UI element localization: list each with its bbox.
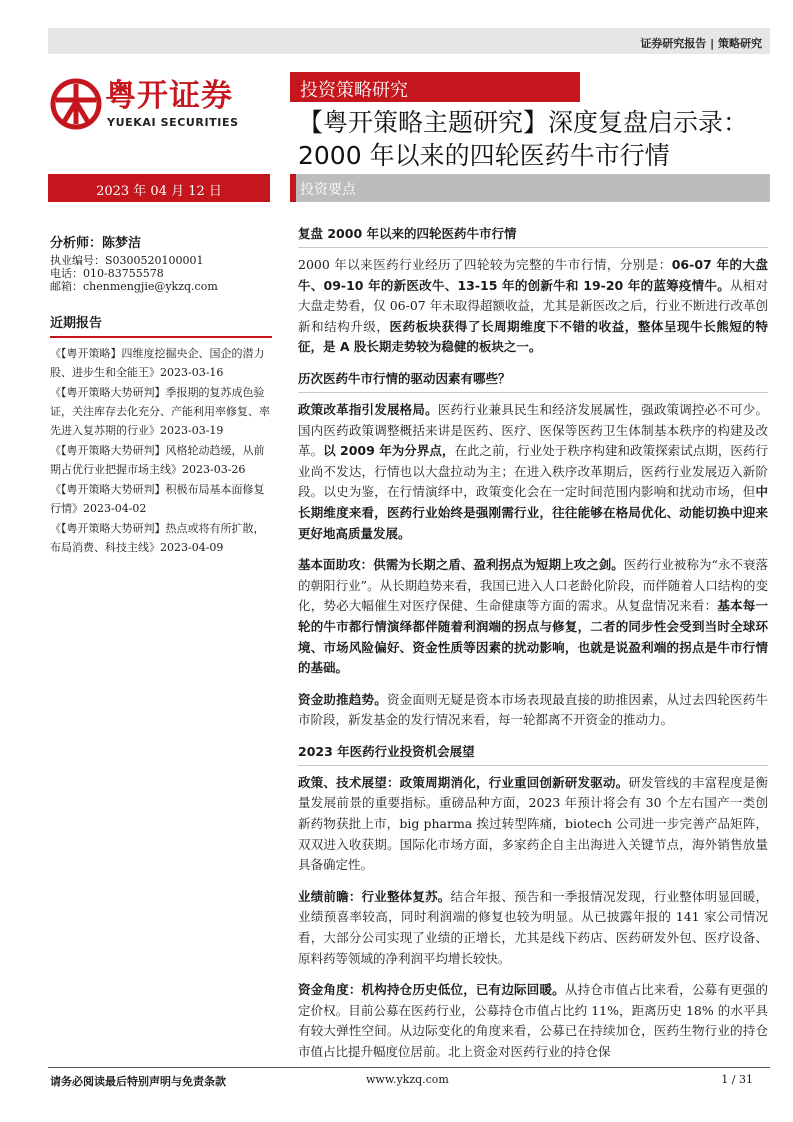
emphasis-text: 政策改革指引发展格局。: [298, 401, 438, 417]
recent-report-item[interactable]: 《【粤开策略大势研判】季报期的复苏成色验证，关注库存去化充分、产能利用率修复、率先进入复苏期的行业》2023-03-19: [50, 386, 270, 437]
recent-report-item[interactable]: 《【粤开策略大势研判】风格轮动趋缓，从前期占优行业把握市场主线》2023-03-26: [50, 444, 265, 476]
analyst-phone: 电话：010-83755578: [50, 267, 164, 280]
key-points-body: [298, 224, 768, 1074]
body-paragraph: [298, 400, 768, 544]
emphasis-text: 基本面助攻：供需为长期之盾、盈利拐点为短期上攻之剑。: [298, 557, 624, 573]
body-paragraph: [298, 980, 768, 1062]
report-date: 2023 年 04 月 12 日: [96, 184, 222, 199]
body-text: 结合年报、预告和一季报情况发现，行业整体明显回暖，业绩预喜率较高，同时利润端的修复也较为明显。从已披露年报的 141 家公司情况看，大部分公司实现了业绩的正增长，尤其是线下药店、医药研发外包、医疗设备、原料药等领域的净利润平均增长较快。: [298, 888, 768, 966]
doc-type-label: 证券研究报告 | 策略研究: [640, 37, 762, 50]
body-paragraph: [298, 690, 768, 731]
date-bar: [48, 174, 270, 202]
emphasis-text: 基本每一轮的牛市都行情演绎都伴随着利润端的拐点与修复，二者的同步性会受到当时全球环境、市场风险偏好、资金性质等因素的扰动影响，也就是说盈利端的拐点是牛市行情的基础。: [298, 598, 768, 676]
band-accent: [290, 174, 296, 202]
body-text: 医药行业被称为“永不衰落的朝阳行业”。从长期趋势来看，我国已进入人口老龄化阶段，而伴随着人口结构的变化，势必大幅催生对医疗保健、生命健康等方面的需求。从复盘情况来看：: [298, 557, 768, 614]
key-points-band: [290, 174, 770, 202]
recent-report-item[interactable]: 《【粤开策略】四维度挖掘央企、国企的潜力股、进步生和全能王》2023-03-16: [50, 347, 265, 379]
body-paragraph: [298, 255, 768, 358]
recent-report-item[interactable]: 《【粤开策略大势研判】热点或将有所扩散，布局消费、科技主线》2023-04-09: [50, 522, 265, 554]
emphasis-text: 政策、技术展望：政策周期消化，行业重回创新研发驱动。: [298, 774, 629, 790]
footer-website[interactable]: www.ykzq.com: [366, 1073, 449, 1086]
body-text: 从持仓市值占比来看，公募有更强的定价权。目前公募在医药行业，公募持仓市值占比约 11%，距离历史 18% 的水平具有较大弹性空间。从边际变化的角度来看，公募已在持续加仓，医药生物行业的持仓市值占比提升幅度位居前。北上资金对医药行业的持仓保: [298, 982, 768, 1059]
report-category: 投资策略研究: [300, 80, 408, 101]
body-text: 2000 年以来医药行业经历了四轮较为完整的牛市行情，分别是：: [298, 257, 672, 272]
emphasis-text: 中长期维度来看，医药行业始终是强刚需行业，往往能够在格局优化、动能切换中迎来更好地高质量发展。: [298, 484, 768, 541]
emphasis-text: 资金助推趋势。: [298, 691, 387, 707]
recent-report-item[interactable]: 《【粤开策略大势研判】积极布局基本面修复行情》2023-04-02: [50, 483, 265, 515]
analyst-info: [50, 232, 272, 293]
emphasis-text: 资金角度：机构持仓历史低位，已有边际回暖。: [298, 982, 565, 998]
emphasis-text: 业绩前瞻：行业整体复苏。: [298, 888, 451, 904]
brand-en-name: YUEKAI SECURITIES: [107, 116, 239, 129]
body-paragraph: [298, 773, 768, 876]
emphasis-text: 06-07 年的大盘牛、09-10 年的新医改牛、13-15 年的创新牛和 19-20 年的蓝筹疫情牛。: [298, 257, 768, 293]
recent-reports-heading: 近期报告: [50, 312, 272, 338]
section-heading: 复盘 2000 年以来的四轮医药牛市行情: [298, 224, 768, 248]
brand-cn-name: 粤开证券: [105, 78, 233, 114]
body-text: 从相对大盘走势看，仅 06-07 年未取得超额收益，尤其是新医改之后，行业不断进行改革创新和结构升级，: [298, 277, 768, 334]
body-text: 医药行业兼具民生和经济发展属性，强政策调控必不可少。国内医药政策调整概括来讲是医药、医疗、医保等医药卫生体制基本秩序的构建及改革。: [298, 401, 768, 459]
analyst-email[interactable]: 邮箱：chenmengjie@ykzq.com: [50, 280, 218, 293]
report-title: 【粤开策略主题研究】深度复盘启示录：2000 年以来的四轮医药牛市行情: [298, 108, 749, 170]
key-points-label: 投资要点: [300, 182, 356, 198]
body-text: 研发管线的丰富程度是衡量发展前景的重要指标。重磅品种方面，2023 年预计将会有 30 个左右国产一类创新药物获批上市，big pharma 挨过转型阵痛，biotech 公司进一步完善产品矩阵，双双进入收获期。国际化市场方面，多家药企自主出海进入关键节点，海外销售放量具备确定性。: [298, 774, 768, 873]
analyst-name: 分析师：陈梦洁: [50, 236, 142, 251]
category-band: [290, 72, 580, 102]
body-paragraph: [298, 887, 768, 969]
top-header-bar: [48, 28, 770, 54]
yuekai-logo-icon: [50, 78, 102, 130]
analyst-license: 执业编号：S0300520100001: [50, 254, 204, 267]
emphasis-text: 医药板块获得了长周期维度下不错的收益，整体呈现牛长熊短的特征，是 A 股长期走势较为稳健的板块之一。: [298, 318, 768, 355]
recent-reports: [50, 312, 272, 558]
emphasis-text: 以 2009 年为分界点，: [323, 443, 455, 459]
footer-page-number: 1 / 31: [721, 1073, 753, 1086]
section-heading: 历次医药牛市行情的驱动因素有哪些？: [298, 369, 768, 393]
company-logo: [50, 78, 272, 130]
footer-divider: [48, 1067, 770, 1068]
section-heading: 2023 年医药行业投资机会展望: [298, 742, 768, 766]
body-text: 资金面则无疑是资本市场表现最直接的助推因素，从过去四轮医药牛市阶段，新发基金的发行情况来看，每一轮都离不开资金的推动力。: [298, 691, 768, 728]
body-text: 在此之前，行业处于秩序构建和政策探索试点期，医药行业尚不发达，行情也以大盘拉动为主；在进入秩序改革期后，医药行业发展迈入新阶段。以史为鉴，在行情演绎中，政策变化会在一定时间范围内影响和扰动市场，但: [298, 443, 768, 500]
footer-disclaimer: 请务必阅读最后特别声明与免责条款: [50, 1075, 226, 1088]
body-paragraph: [298, 555, 768, 679]
